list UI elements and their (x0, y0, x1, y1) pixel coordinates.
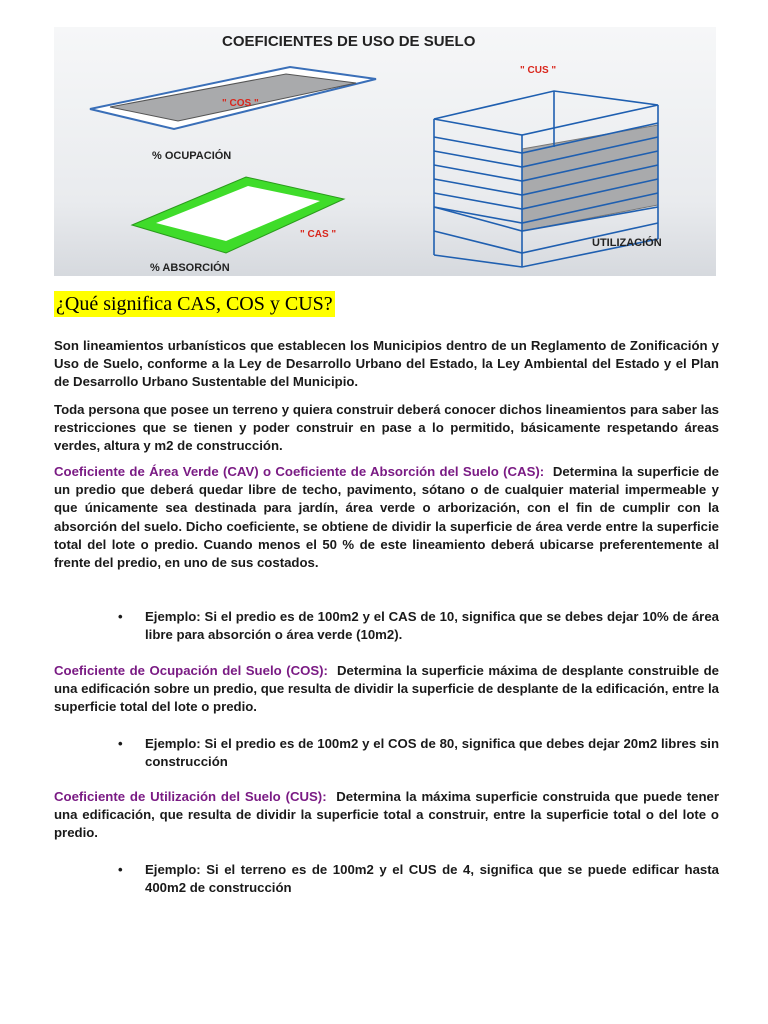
bullet-icon: • (118, 862, 123, 877)
cos-text: Determina la superficie máxima de desplante construible de una edificación sobre un predio, que resulta de dividir la superficie de desplante de la edificación, entre la superficie total del lote o predio. (54, 663, 719, 715)
ocupacion-label: % OCUPACIÓN (152, 150, 232, 162)
cos-label: " COS " (222, 98, 259, 109)
cus-paragraph (54, 788, 719, 843)
cus-example-text: Ejemplo: Si el terreno es de 100m2 y el CUS de 4, significa que se puede edificar hasta 400m2 de construcción (145, 862, 719, 896)
cos-term: Coeficiente de Ocupación del Suelo (COS): (54, 663, 328, 678)
cas-term: Coeficiente de Área Verde (CAV) o Coeficiente de Absorción del Suelo (CAS): (54, 464, 545, 479)
cas-text: Determina la superficie de un predio que deberá quedar libre de techo, pavimento, sótano o de cualquier material impermeable y que únicamente sea destinada para jardín, área verde o arborización, con el fin de cumplir con la absorción del suelo. Dicho coeficiente, se obtiene de dividir la superficie de área verde entre la superficie total del lote o predio. Cuando menos el 50 % de este lineamiento deberá ubicarse preferentemente al frente del predio, en uno de sus costados. (54, 464, 719, 571)
bullet-icon: • (118, 736, 123, 751)
cas-example-item (118, 608, 719, 644)
cas-paragraph (54, 463, 719, 572)
cas-label: " CAS " (300, 229, 337, 240)
absorcion-label: % ABSORCIÓN (150, 262, 230, 274)
cus-term: Coeficiente de Utilización del Suelo (CUS): (54, 789, 327, 804)
cos-example-item (118, 735, 719, 771)
cus-label: " CUS " (520, 65, 557, 76)
cus-example-item (118, 861, 719, 897)
cus-text: Determina la máxima superficie construida que puede tener una edificación, que resulta de dividir la superficie total a construir, entre la superficie total o del lote o predio. (54, 789, 720, 841)
intro-paragraph-1: Son lineamientos urbanísticos que establecen los Municipios dentro de un Reglamento de Zonificación y Uso de Suelo, conforme a la Ley de Desarrollo Urbano del Estado, la Ley Ambiental del Estado y el Plan de Desarrollo Urbano Sustentable del Municipio. (54, 338, 719, 390)
bullet-icon: • (118, 609, 123, 624)
cas-example-text: Ejemplo: Si el predio es de 100m2 y el CAS de 10, significa que se debes dejar 10% de área libre para absorción o área verde (10m2). (145, 609, 719, 643)
page-heading: ¿Qué significa CAS, COS y CUS? (56, 293, 333, 315)
utilizacion-label: UTILIZACIÓN (592, 237, 662, 249)
land-use-coefficients-figure (54, 27, 716, 276)
cos-paragraph (54, 662, 719, 717)
intro-paragraph-2: Toda persona que posee un terreno y quiera construir deberá conocer dichos lineamientos para saber las restricciones que se tienen y poder construir en pase a lo permitido, básicamente respetando áreas verdes, altura y m2 de construcción. (54, 402, 719, 454)
cos-example-text: Ejemplo: Si el predio es de 100m2 y el COS de 80, significa que debes dejar 20m2 libres sin construcción (145, 736, 719, 770)
figure-title: COEFICIENTES DE USO DE SUELO (222, 33, 476, 50)
